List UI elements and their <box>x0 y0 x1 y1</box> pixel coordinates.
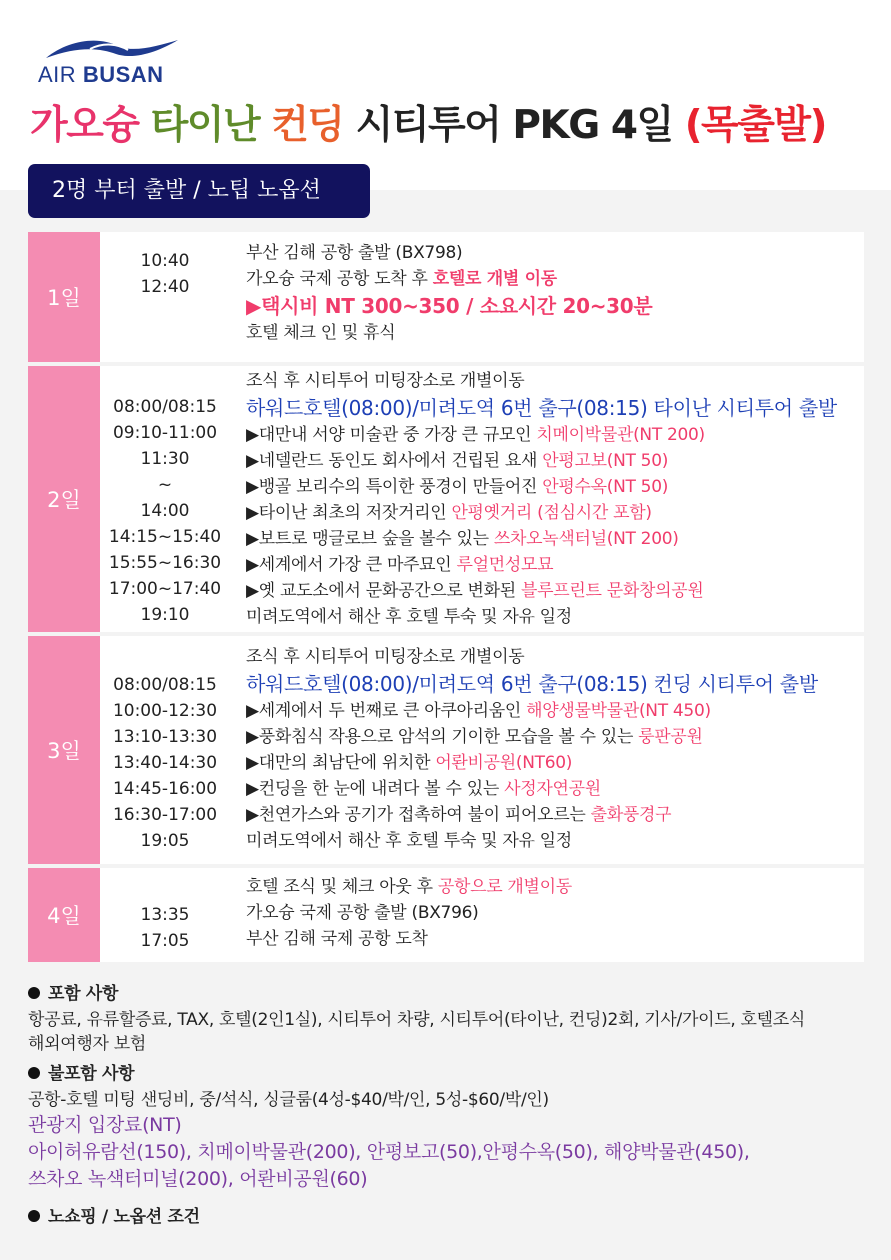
schedule-line <box>246 368 837 394</box>
schedule-line <box>246 604 837 630</box>
schedule-time: 19:05 <box>140 831 190 851</box>
title-part: 컨딩 <box>271 103 356 148</box>
schedule-time: 13:10-13:30 <box>112 727 218 747</box>
schedule-text: ▶컨딩을 한 눈에 내려다 볼 수 있는 <box>246 779 505 799</box>
highlight-text: ▶택시비 NT 300~350 / 소요시간 20~30분 <box>246 294 653 318</box>
schedule-line <box>246 828 818 854</box>
bullet-icon <box>28 1210 40 1222</box>
schedule-text: ▶대만내 서양 미술관 중 가장 큰 규모인 <box>246 425 537 445</box>
schedule-line <box>246 240 652 266</box>
day-label: 2일 <box>28 366 100 632</box>
schedule-time: 13:40-14:30 <box>112 753 218 773</box>
schedule-line <box>246 874 572 900</box>
day-block <box>28 868 864 962</box>
schedule-text: ▶천연가스와 공기가 접촉하여 불이 피어오르는 <box>246 805 591 825</box>
title-part: 가오슝 <box>30 103 151 148</box>
schedule-time: 11:30 <box>140 449 190 469</box>
logo-word-busan: BUSAN <box>82 62 164 87</box>
schedule-line <box>246 448 837 474</box>
notes-section <box>28 980 805 1231</box>
schedule-time: 08:00/08:15 <box>113 675 217 695</box>
schedule-text: 조식 후 시티투어 미팅장소로 개별이동 <box>246 647 525 667</box>
air-busan-logo <box>38 36 188 88</box>
highlight-text: 해양생물박물관(NT 450) <box>526 701 711 721</box>
day-block <box>28 636 864 864</box>
excluded-fee-line: 쓰차오 녹색터미널(200), 어롼비공원(60) <box>28 1168 368 1190</box>
logo-wordmark <box>38 62 164 88</box>
schedule-time: 16:30-17:00 <box>112 805 218 825</box>
departure-condition-badge: 2명 부터 출발 / 노팁 노옵션 <box>28 164 370 218</box>
excluded-fee-line: 관광지 입장료(NT) <box>28 1114 182 1136</box>
schedule-text: ▶대만의 최남단에 위치한 <box>246 753 436 773</box>
day-times <box>80 672 250 854</box>
excluded-fee-line: 아이허유람선(150), 치메이박물관(200), 안평보고(50),안평수옥(50), 해양박물관(450), <box>28 1141 750 1163</box>
schedule-line <box>246 266 652 292</box>
highlight-text: 치메이박물관(NT 200) <box>536 425 705 445</box>
schedule-time: 17:05 <box>140 931 190 951</box>
schedule-line <box>246 394 837 422</box>
day-block <box>28 232 864 362</box>
excluded-title: 불포함 사항 <box>48 1064 135 1084</box>
schedule-line <box>246 724 818 750</box>
shopping-title: 노쇼핑 / 노옵션 조건 <box>48 1207 200 1227</box>
highlight-text: 안평수옥(NT 50) <box>542 477 669 497</box>
included-title: 포함 사항 <box>48 984 119 1004</box>
schedule-line <box>246 750 818 776</box>
excluded-line: 공항-호텔 미팅 샌딩비, 중/석식, 싱글룸(4성-$40/박/인, 5성-$60/박/인) <box>28 1090 549 1110</box>
highlight-text: 호텔로 개별 이동 <box>432 269 557 289</box>
highlight-text: 블루프린트 문화창의공원 <box>521 581 704 601</box>
included-heading <box>28 980 805 1008</box>
schedule-line <box>246 320 652 346</box>
schedule-time: 19:10 <box>140 605 190 625</box>
highlight-text: 하워드호텔(08:00)/미려도역 6번 출구(08:15) 타이난 시티투어 출발 <box>246 396 837 420</box>
day-schedule-lines <box>246 644 818 854</box>
schedule-line <box>246 802 818 828</box>
schedule-time: 14:00 <box>140 501 190 521</box>
highlight-text: 안평옛거리 (점심시간 포함) <box>451 503 652 523</box>
highlight-text: 어롼비공원(NT60) <box>435 753 573 773</box>
schedule-text: ▶보트로 맹글로브 숲을 볼수 있는 <box>246 529 494 549</box>
highlight-text: 사정자연공원 <box>504 779 601 799</box>
excluded-heading <box>28 1060 805 1088</box>
schedule-text: 가오슝 국제 공항 출발 (BX796) <box>246 903 479 923</box>
schedule-text: ▶타이난 최초의 저잣거리인 <box>246 503 452 523</box>
schedule-time: 14:45-16:00 <box>112 779 218 799</box>
title-part: (목출발) <box>684 103 826 148</box>
day-label: 3일 <box>28 636 100 864</box>
schedule-text: ▶세계에서 두 번째로 큰 아쿠아리움인 <box>246 701 527 721</box>
schedule-time: 17:00~17:40 <box>108 579 222 599</box>
schedule-time: 15:55~16:30 <box>108 553 222 573</box>
page-title <box>30 94 826 150</box>
schedule-text: 부산 김해 공항 출발 (BX798) <box>246 243 463 263</box>
schedule-time: ~ <box>157 475 173 495</box>
day-block <box>28 366 864 632</box>
included-line: 항공료, 유류할증료, TAX, 호텔(2인1실), 시티투어 차량, 시티투어(타이난, 컨딩)2회, 기사/가이드, 호텔조식 <box>28 1010 806 1030</box>
day-schedule-lines <box>246 368 837 630</box>
included-line: 해외여행자 보험 <box>28 1034 146 1054</box>
title-part: 시티투어 PKG 4일 <box>355 103 685 148</box>
day-times <box>80 248 250 300</box>
schedule-text: 미려도역에서 해산 후 호텔 투숙 및 자유 일정 <box>246 831 572 851</box>
schedule-line <box>246 578 837 604</box>
schedule-line <box>246 776 818 802</box>
schedule-time: 14:15~15:40 <box>108 527 222 547</box>
schedule-time: 08:00/08:15 <box>113 397 217 417</box>
schedule-text: 부산 김해 국제 공항 도착 <box>246 929 428 949</box>
schedule-line <box>246 900 572 926</box>
schedule-text: ▶뱅골 보리수의 특이한 풍경이 만들어진 <box>246 477 543 497</box>
title-part: 타이난 <box>150 103 272 148</box>
shopping-heading <box>28 1203 805 1231</box>
highlight-text: 하워드호텔(08:00)/미려도역 6번 출구(08:15) 컨딩 시티투어 출발 <box>246 672 818 696</box>
schedule-time <box>80 876 250 902</box>
schedule-line <box>246 698 818 724</box>
schedule-text: 호텔 체크 인 및 휴식 <box>246 323 396 343</box>
schedule-text: 미려도역에서 해산 후 호텔 투숙 및 자유 일정 <box>246 607 572 627</box>
day-times <box>80 876 250 954</box>
highlight-text: 공항으로 개별이동 <box>437 877 572 897</box>
schedule-time: 10:40 <box>140 251 190 271</box>
schedule-line <box>246 670 818 698</box>
day-label: 1일 <box>28 232 100 362</box>
bullet-icon <box>28 987 40 999</box>
schedule-time: 10:00-12:30 <box>112 701 218 721</box>
schedule-line <box>246 422 837 448</box>
day-schedule-lines <box>246 874 572 952</box>
schedule-line <box>246 526 837 552</box>
schedule-text: 가오슝 국제 공항 도착 후 <box>246 269 433 289</box>
schedule-time: 13:35 <box>140 905 190 925</box>
schedule-text: ▶세계에서 가장 큰 마주묘인 <box>246 555 457 575</box>
highlight-text: 출화풍경구 <box>590 805 672 825</box>
schedule-text: ▶풍화침식 작용으로 암석의 기이한 모습을 볼 수 있는 <box>246 727 639 747</box>
highlight-text: 쓰차오녹색터널(NT 200) <box>493 529 679 549</box>
schedule-text: 호텔 조식 및 체크 아웃 후 <box>246 877 438 897</box>
logo-word-air: AIR <box>38 62 77 87</box>
schedule-line <box>246 292 652 320</box>
schedule-line <box>246 552 837 578</box>
schedule-line <box>246 500 837 526</box>
schedule-line <box>246 644 818 670</box>
highlight-text: 룽판공원 <box>638 727 703 747</box>
day-times <box>80 394 250 628</box>
schedule-text: 조식 후 시티투어 미팅장소로 개별이동 <box>246 371 525 391</box>
day-schedule-lines <box>246 240 652 346</box>
bullet-icon <box>28 1067 40 1079</box>
schedule-text: ▶옛 교도소에서 문화공간으로 변화된 <box>246 581 522 601</box>
schedule-line <box>246 474 837 500</box>
day-label: 4일 <box>28 868 100 962</box>
schedule-line <box>246 926 572 952</box>
schedule-text: ▶네델란드 동인도 회사에서 건립된 요새 <box>246 451 543 471</box>
highlight-text: 루얼먼성모묘 <box>456 555 554 575</box>
highlight-text: 안평고보(NT 50) <box>542 451 669 471</box>
schedule-time: 12:40 <box>140 277 190 297</box>
schedule-time: 09:10-11:00 <box>112 423 218 443</box>
